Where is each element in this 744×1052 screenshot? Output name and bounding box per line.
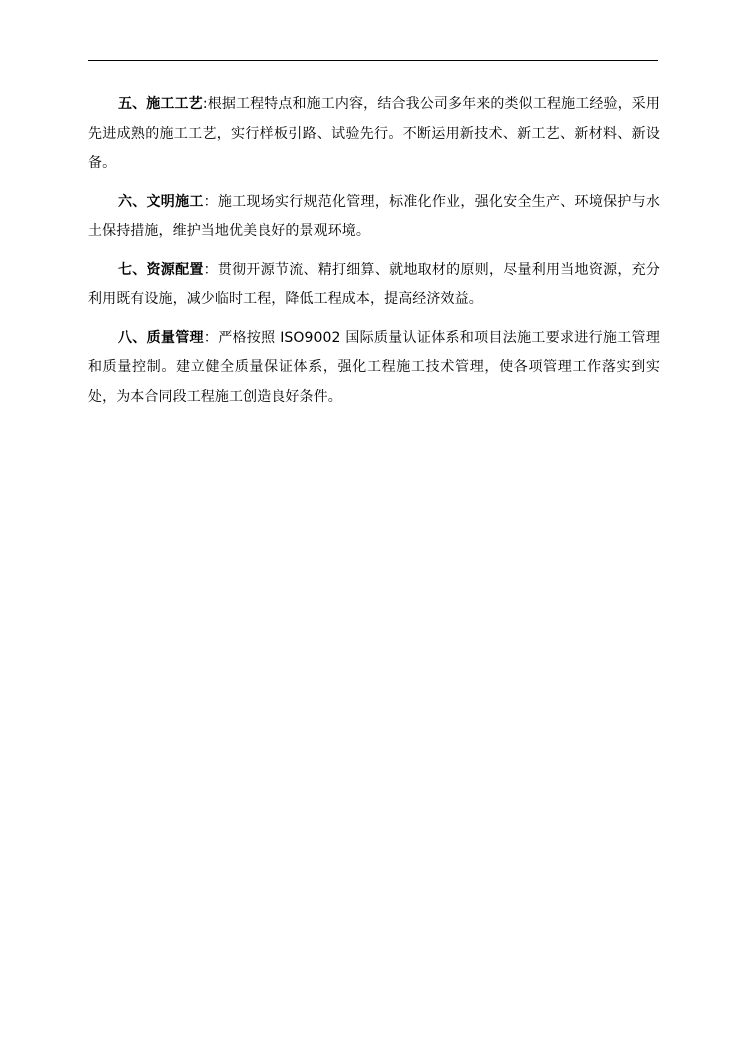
section-body: 施工现场实行规范化管理，标准化作业，强化安全生产、环境保护与水土保持措施，维护当地优美良好的景观环境。 xyxy=(88,193,660,239)
paragraph-quality-management xyxy=(88,324,660,413)
section-body: 根据工程特点和施工内容，结合我公司多年来的类似工程施工经验，采用先进成熟的施工工艺，实行样板引路、试验先行。不断运用新技术、新工艺、新材料、新设备。 xyxy=(88,96,660,171)
section-heading: 八、质量管理 xyxy=(118,329,204,346)
section-heading: 七、资源配置 xyxy=(118,261,204,278)
section-heading: 五、施工工艺 xyxy=(118,96,203,112)
header-rule xyxy=(88,60,658,61)
paragraph-resource-allocation xyxy=(88,256,660,315)
paragraph-civilized-construction xyxy=(88,188,660,247)
heading-separator: ： xyxy=(203,193,218,210)
document-body xyxy=(88,90,660,421)
heading-separator: ： xyxy=(203,329,219,346)
section-heading: 六、文明施工 xyxy=(118,193,204,210)
heading-separator: ： xyxy=(203,261,218,278)
heading-separator: : xyxy=(202,96,208,112)
section-body: 贯彻开源节流、精打细算、就地取材的原则，尽量利用当地资源，充分利用既有设施，减少临时工程，降低工程成本，提高经济效益。 xyxy=(88,261,660,307)
paragraph-construction-process xyxy=(88,90,660,179)
section-body: 严格按照 ISO9002 国际质量认证体系和项目法施工要求进行施工管理和质量控制。建立健全质量保证体系，强化工程施工技术管理，使各项管理工作落实到实处，为本合同段工程施工创造良好条件。 xyxy=(88,329,660,405)
